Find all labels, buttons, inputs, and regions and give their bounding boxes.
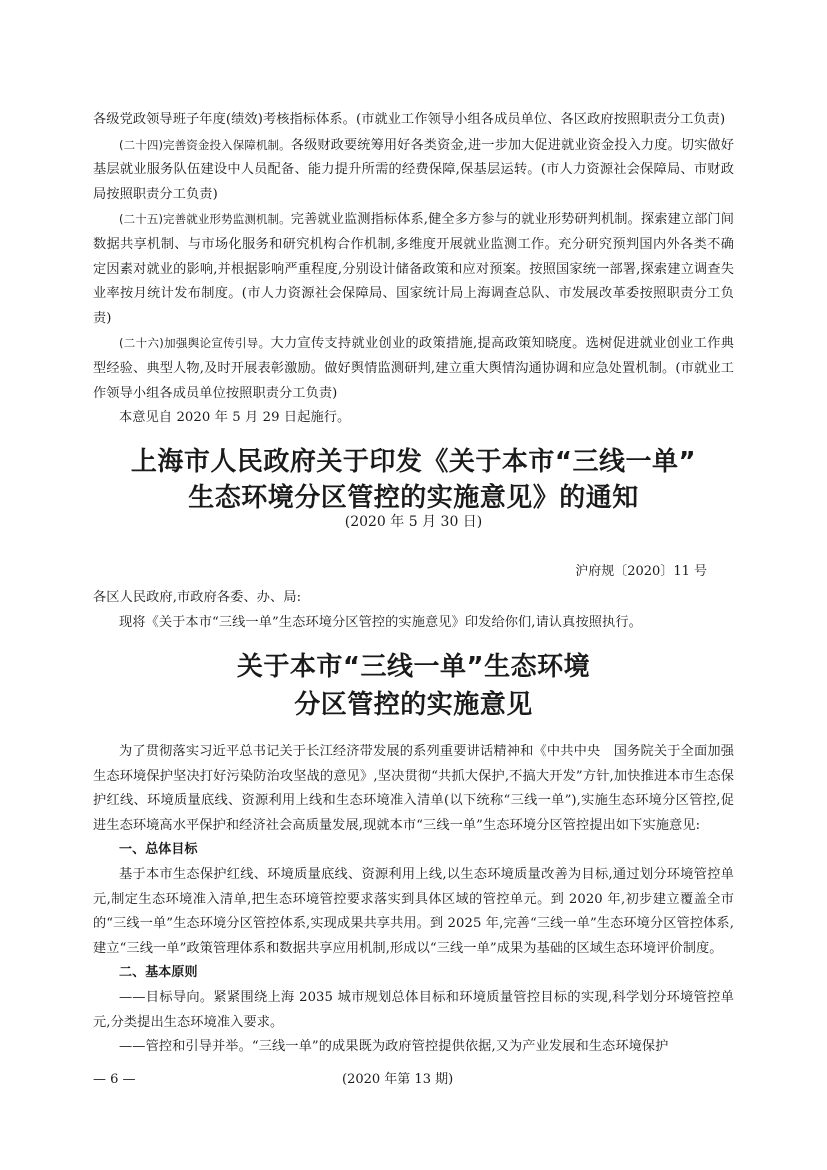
opinion-title-line2: 分区管控的实施意见 — [294, 690, 533, 720]
opinion-body — [93, 740, 734, 1060]
page-number: — 6 — — [93, 1072, 136, 1087]
notice-title-line1: 上海市人民政府关于印发《关于本市“三线一单” — [130, 447, 697, 477]
notice-title-line2: 生态环境分区管控的实施意见》的通知 — [188, 483, 639, 513]
section1-heading: 一、总体目标 — [119, 842, 198, 858]
principle-1: ——目标导向。紧紧围绕上海 2035 城市规划总体目标和环境质量管控目标的实现,科学划分环境管控单元,分类提出生态环境准入要求。 — [93, 989, 734, 1030]
notice-text: 现将《关于本市“三线一单”生态环境分区管控的实施意见》印发给你们,请认真按照执行。 — [119, 614, 642, 630]
item-24-heading: (二十四)完善资金投入保障机制。 — [119, 137, 291, 152]
notice-body — [93, 586, 734, 635]
item-25-body: 完善就业监测指标体系,健全多方参与的就业形势研判机制。探索建立部门间数据共享机制、与市场化服务和研究机构合作机制,多维度开展就业监测工作。充分研究预判国内外各类不确定因素对就业的影响,并根据影响严重程度,分别设计储备政策和应对预案。按照国家统一部署,探索建立调查失业率按月统计发布制度。(市人力资源社会保障局、国家统计局上海调查总队、市发展改革委按照职责分工负责) — [93, 212, 734, 326]
previous-article-continuation — [93, 108, 734, 431]
effective-date-statement: 本意见自 2020 年 5 月 29 日起施行。 — [119, 410, 351, 426]
document-number: 沪府规〔2020〕11 号 — [575, 564, 707, 579]
paragraph-item-24 — [93, 133, 734, 208]
item-26-body: 大力宣传支持就业创业的政策措施,提高政策知晓度。选树促进就业创业工作典型经验、典型人物,及时开展表彰激励。做好舆情监测研判,建立重大舆情沟通协调和应急处置机制。(市就业工作领导小组各成员单位按照职责分工负责) — [93, 336, 734, 401]
item-24-body: 各级财政要统筹用好各类资金,进一步加大促进就业资金投入力度。切实做好基层就业服务队伍建设中人员配备、能力提升所需的经费保障,保基层运转。(市人力资源社会保障局、市财政局按照职责分工负责) — [93, 137, 734, 202]
paragraph-item-26 — [93, 331, 734, 406]
section1-body: 基于本市生态保护红线、环境质量底线、资源利用上线,以生态环境质量改善为目标,通过划分环境管控单元,制定生态环境准入清单,把生态环境管控要求落实到具体区域的管控单元。到 2020 年,初步建立覆盖全市的“三线一单”生态环境分区管控体系,实现成果共享共用。到 2025 年,完善“三线一单”生态环境分区管控体系,建立“三线一单”政策管理体系和数据共享应用机制,形成以“三线一单”成果为基础的区域生态环境评价制度。 — [93, 866, 734, 956]
opinion-title — [93, 648, 734, 724]
paragraph-continued: 各级党政领导班子年度(绩效)考核指标体系。(市就业工作领导小组各成员单位、各区政府按照职责分工负责) — [93, 112, 726, 127]
notice-title — [93, 444, 734, 516]
addressee: 各区人民政府,市政府各委、办、局: — [93, 590, 302, 605]
paragraph-item-25 — [93, 207, 734, 331]
issue-label: (2020 年第 13 期) — [342, 1072, 454, 1087]
principle-2: ——管控和引导并举。“三线一单”的成果既为政府管控提供依据,又为产业发展和生态环境保护 — [119, 1039, 669, 1055]
item-25-heading: (二十五)完善就业形势监测机制。 — [119, 212, 291, 227]
opinion-intro: 为了贯彻落实习近平总书记关于长江经济带发展的系列重要讲话精神和《中共中央 国务院关于全面加强生态环境保护坚决打好污染防治攻坚战的意见》,坚决贯彻“共抓大保护,不搞大开发”方针,加快推进本市生态保护红线、环境质量底线、资源利用上线和生态环境准入清单(以下统称“三线一单”),实施生态环境分区管控,促进生态环境高水平保护和经济社会高质量发展,现就本市“三线一单”生态环境分区管控提出如下实施意见: — [93, 744, 734, 833]
notice-date: (2020 年 5 月 30 日) — [344, 514, 483, 530]
section2-heading: 二、基本原则 — [119, 965, 198, 981]
item-26-heading: (二十六)加强舆论宣传引导。 — [119, 336, 271, 351]
opinion-title-line1: 关于本市“三线一单”生态环境 — [236, 652, 591, 682]
